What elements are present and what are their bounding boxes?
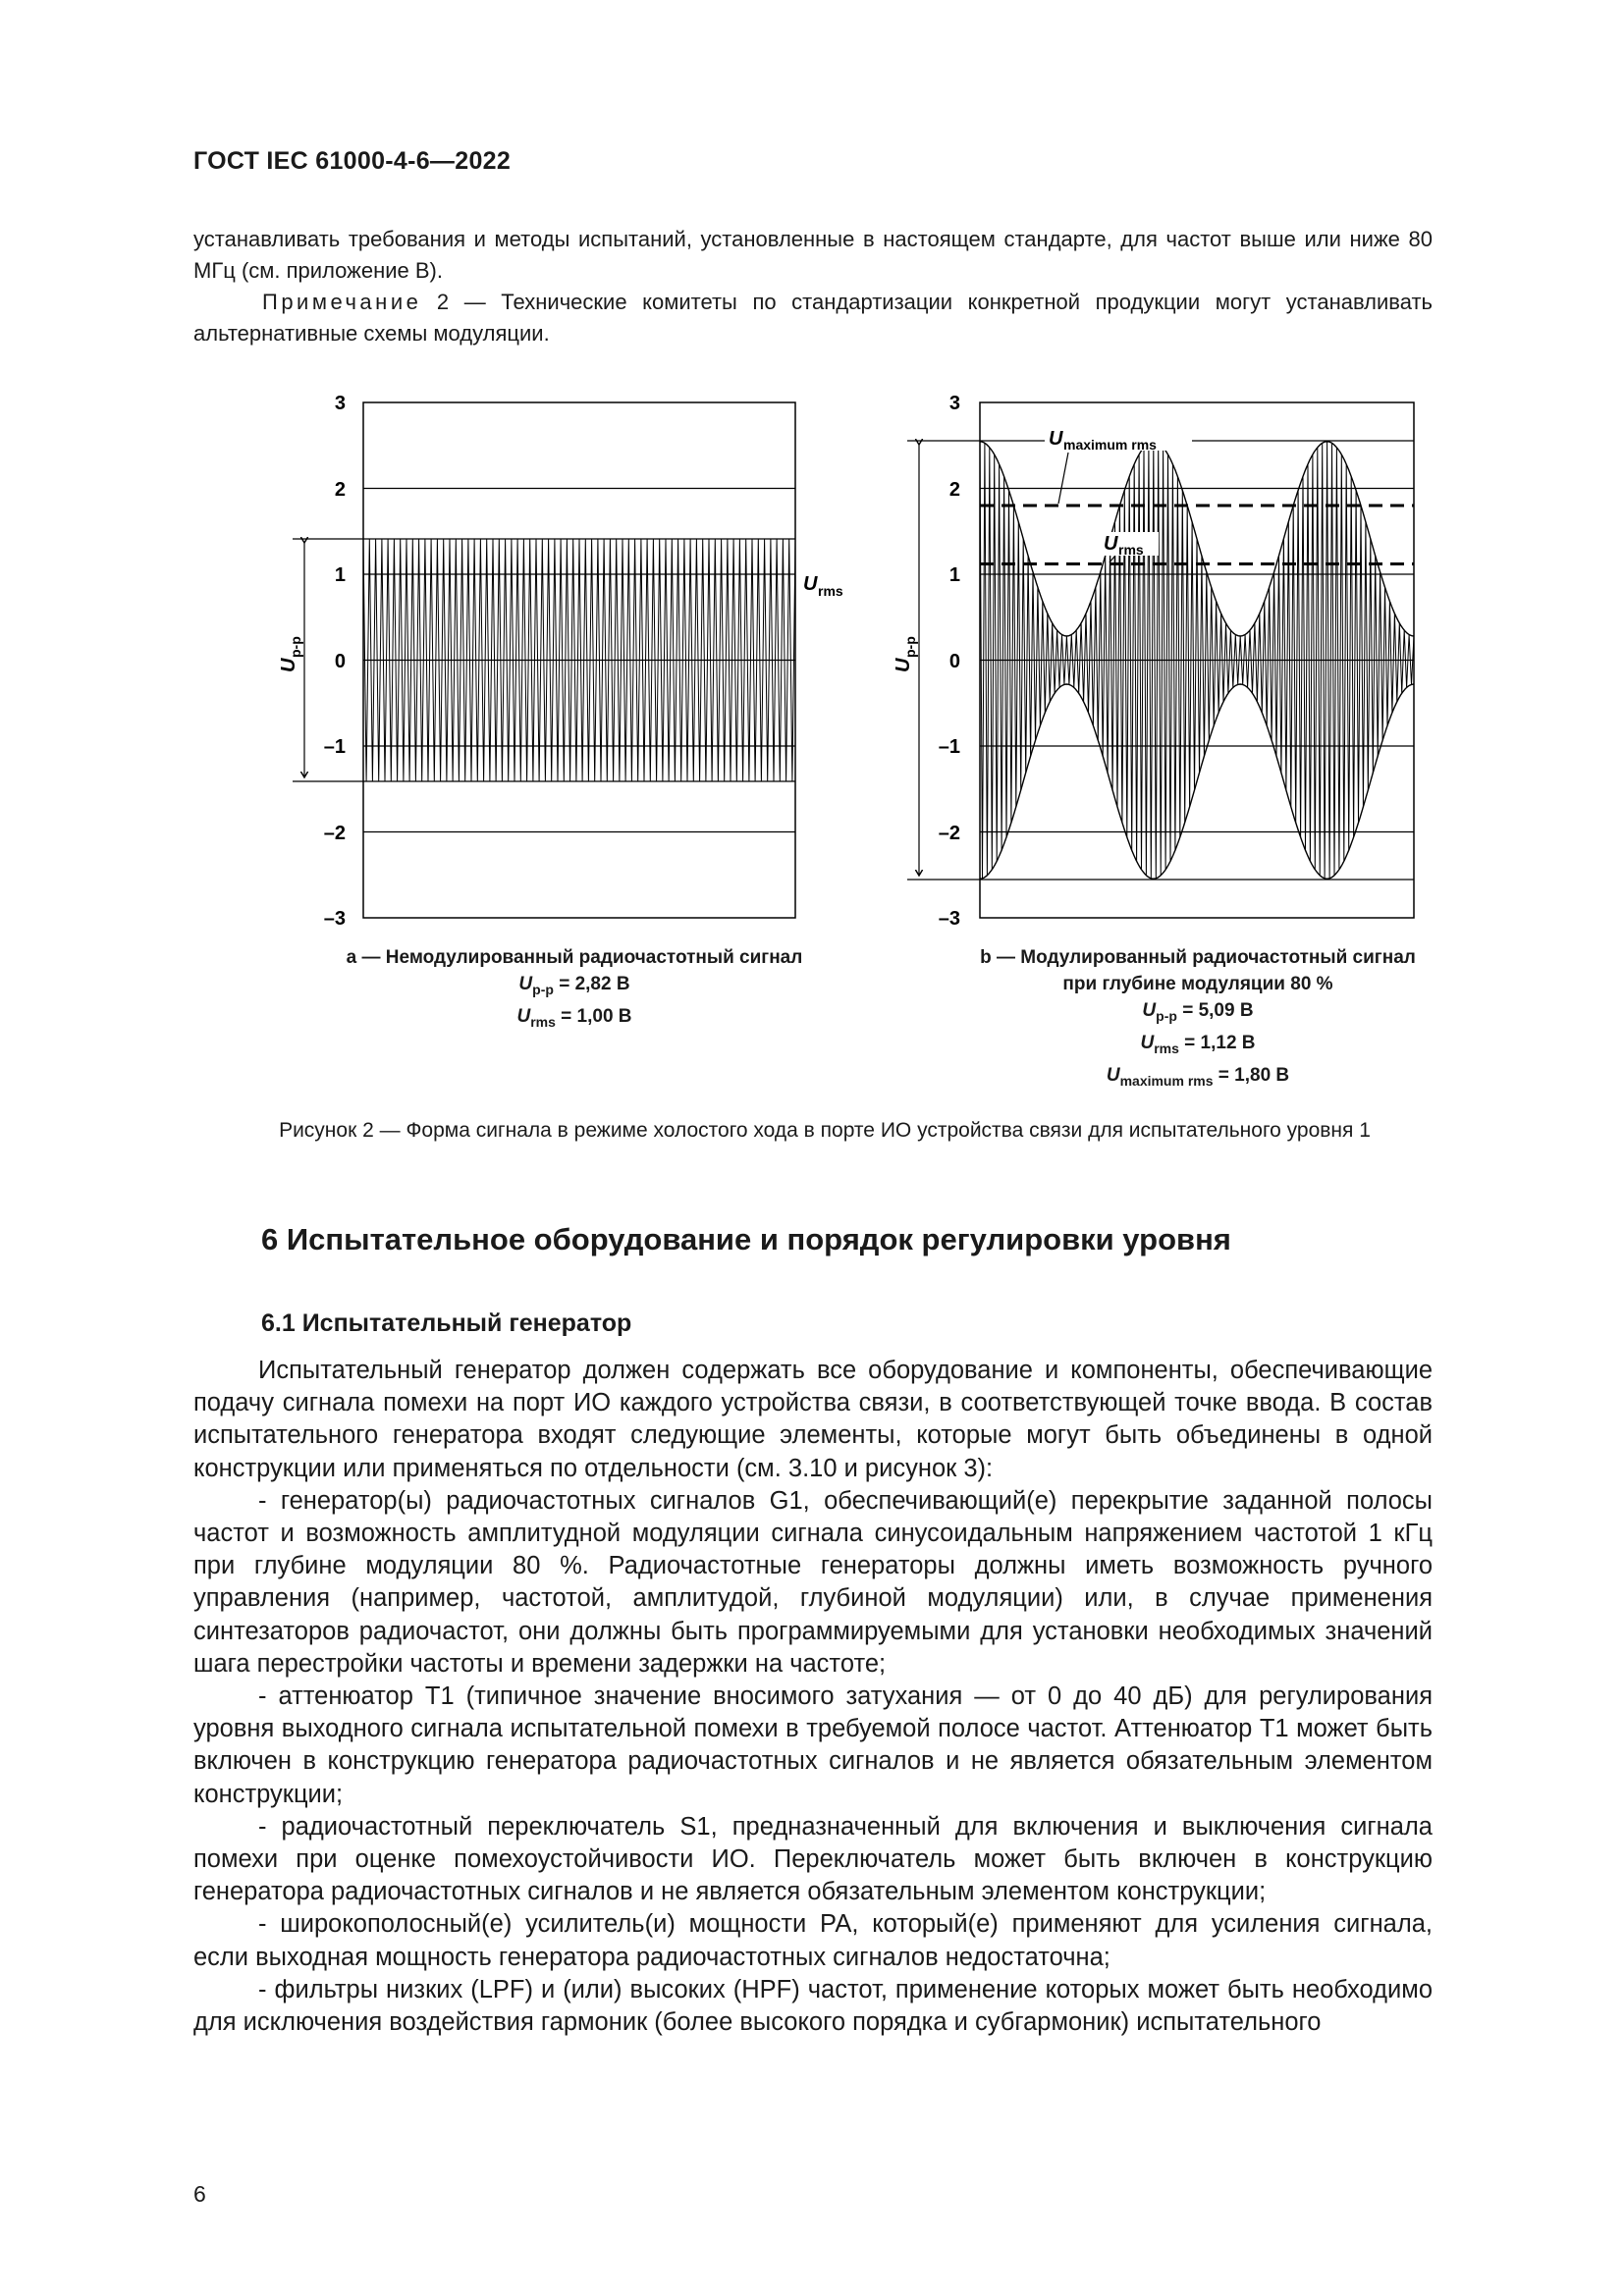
figure-panel-b <box>874 388 1453 937</box>
note-label: Примечание <box>262 290 422 314</box>
svg-text:U: U <box>803 573 818 595</box>
svg-text:1: 1 <box>334 564 346 586</box>
svg-text:U: U <box>1104 533 1118 555</box>
svg-text:2: 2 <box>948 479 960 501</box>
svg-text:–1: –1 <box>323 736 346 758</box>
svg-text:1: 1 <box>948 564 960 586</box>
svg-text:–3: –3 <box>323 908 346 930</box>
section-6-heading: 6 Испытательное оборудование и порядок регулировки уровня <box>261 1222 1231 1256</box>
svg-text:3: 3 <box>948 393 960 414</box>
note-text: 2 — Технические комитеты по стандартизации конкретной продукции могут устанавливать альтернативные схемы модуляции. <box>193 290 1433 346</box>
intro-continuation: устанавливать требования и методы испытаний, установленные в настоящем стандарте, для частот выше или ниже 80 МГц (см. приложение В). <box>193 227 1433 283</box>
list-item: - радиочастотный переключатель S1, предназначенный для включения и выключения сигнала помехи при оценке помехоустойчивости ИО. Переключатель может быть включен в конструкцию генератора радиочастотных сигналов и не является обязательным элементом конструкции; <box>193 1812 1433 1906</box>
section-6-1-heading: 6.1 Испытательный генератор <box>261 1309 632 1337</box>
caption-panel-b: b — Модулированный радиочастотный сигнал при глубине модуляции 80 % $U_{p-p} = 5,09$ В $U_{rms} = 1,12$ В $U_{maximum rms} = 1,80$ В <box>980 947 1416 1089</box>
svg-text:U: U <box>893 658 914 672</box>
svg-text:U: U <box>1049 428 1063 450</box>
urms-label <box>803 573 843 599</box>
svg-text:0: 0 <box>334 651 346 672</box>
document-header: ГОСТ IEC 61000-4-6—2022 <box>193 147 512 175</box>
svg-text:maximum rms: maximum rms <box>1063 437 1157 453</box>
svg-text:–1: –1 <box>938 736 960 758</box>
svg-text:–2: –2 <box>323 823 346 844</box>
y-axis-label <box>278 636 303 672</box>
list-item: - широкополосный(е) усилитель(и) мощности РА, который(е) применяют для усиления сигнала, если выходная мощность генератора радиочастотных сигналов недостаточна; <box>193 1910 1433 1971</box>
y-axis-label <box>893 636 918 672</box>
list-item: - генератор(ы) радиочастотных сигналов G1, обеспечивающий(е) перекрытие заданной полосы частот и возможность амплитудной модуляции сигнала синусоидальным напряжением частотой 1 кГц при глубине модуляции 80 %. Радиочастотные генераторы должны иметь возможность ручного управления (например, частотой, амплитудой, глубиной модуляции) или, в случае применения синтезаторов радиочастот, они должны быть программируемыми для установки необходимых значений шага перестройки частоты и времени задержки на частоте; <box>193 1486 1433 1678</box>
svg-text:p-p: p-p <box>902 636 918 658</box>
y-axis-ticks <box>324 393 346 930</box>
caption-panel-a: a — Немодулированный радиочастотный сигнал $U_{p-p} = 2,82$ В $U_{rms} = 1,00$ В <box>346 947 803 1030</box>
svg-text:U: U <box>278 658 299 672</box>
svg-text:p-p: p-p <box>288 636 303 658</box>
list-item: - аттенюатор Т1 (типичное значение вносимого затухания — от 0 до 40 дБ) для регулирования уровня выходного сигнала испытательной помехи в требуемой полосе частот. Аттенюатор Т1 может быть включен в конструкцию генератора радиочастотных сигналов и не является обязательным элементом конструкции; <box>193 1682 1433 1808</box>
svg-text:3: 3 <box>334 393 346 414</box>
y-axis-ticks <box>939 393 960 930</box>
paragraph: Испытательный генератор должен содержать все оборудование и компоненты, обеспечивающие подачу сигнала помехи на порт ИО каждого устройства связи, в соответствующей точке ввода. В состав испытательного генератора входят следующие элементы, которые могут быть объединены в одной конструкции или применяться по отдельности (см. 3.10 и рисунок 3): <box>193 1357 1433 1482</box>
page-number: 6 <box>193 2181 206 2207</box>
svg-text:rms: rms <box>1118 542 1144 558</box>
svg-text:2: 2 <box>334 479 346 501</box>
svg-text:rms: rms <box>818 583 843 599</box>
section-6-1-body <box>193 1355 1433 2039</box>
svg-text:0: 0 <box>948 651 960 672</box>
list-item: - фильтры низких (LPF) и (или) высоких (HPF) частот, применение которых может быть необходимо для исключения воздействия гармоник (более высокого порядка и субгармоник) испытательного <box>193 1975 1433 2037</box>
svg-text:–3: –3 <box>938 908 960 930</box>
figure-panel-a <box>265 388 874 937</box>
figure-title: Рисунок 2 — Форма сигнала в режиме холостого хода в порте ИО устройства связи для испытательного уровня 1 <box>279 1119 1371 1142</box>
note-2 <box>193 287 1433 349</box>
svg-text:–2: –2 <box>938 823 960 844</box>
